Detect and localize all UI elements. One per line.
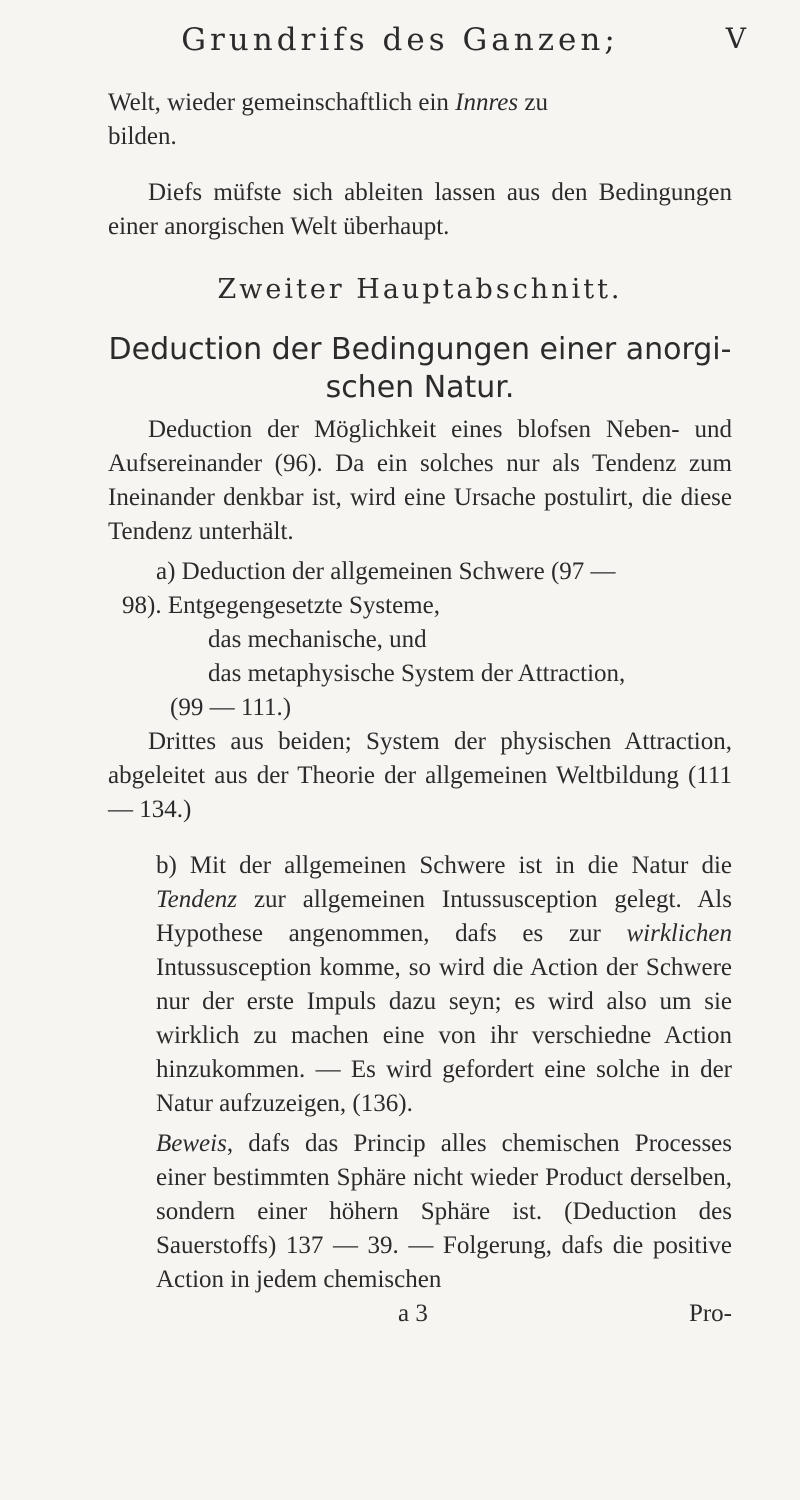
footer-line xyxy=(108,1297,732,1331)
running-title: Grundrifs des Ganzen; xyxy=(181,22,619,58)
proof-label: Beweis xyxy=(156,1130,227,1157)
item-b-emphasis: Tendenz xyxy=(156,886,238,913)
catchword: Pro- xyxy=(688,1300,732,1327)
item-b-post: Intussusception komme, so wird die Action der Schwere nur der erste Impuls dazu seyn; es wird also um sie wirklich zu machen eine von ihr verschiedne Action hinzukommen. — Es wird gefordert eine solche in der Natur aufzuzeigen, (136). xyxy=(156,954,732,1117)
paragraph-2: Diefs müfste sich ableiten lassen aus den Bedingungen einer anorgischen Welt überhaupt. xyxy=(108,179,732,240)
item-b-pre: b) Mit der allgemeinen Schwere ist in die Natur die xyxy=(156,852,732,879)
chapter-title-line1: Deduction der Bedingungen einer anorgi- xyxy=(108,332,732,367)
page-number: V xyxy=(725,22,746,55)
item-proof xyxy=(108,1127,732,1297)
text-block xyxy=(108,86,732,1331)
item-b-emphasis-2: wirklichen xyxy=(626,920,732,947)
p1-line1-post: zu xyxy=(518,89,548,116)
signature-mark: a 3 xyxy=(398,1300,428,1327)
paragraph-3: Deduction der Möglichkeit eines blofsen Neben- und Aufsereinander (96). Da ein solches nur als Tendenz zum Ineinander denkbar ist, wird eine Ursache postulirt, die diese Tendenz unterhält. xyxy=(108,416,732,545)
chapter-title xyxy=(108,331,732,407)
item-a-line3: das mechanische, und xyxy=(208,626,427,653)
running-head xyxy=(0,14,800,64)
chapter-title-line2: schen Natur. xyxy=(325,370,515,405)
p1-line1-pre: Welt, wieder gemeinschaftlich ein xyxy=(108,89,456,116)
item-a-line5: (99 — 111.) xyxy=(170,694,292,721)
proof-text: , dafs das Princip alles chemischen Processes einer bestimmten Sphäre nicht wieder Product derselben, sondern einer höhern Sphäre ist. (Deduction des Sauerstoffs) 137 — 39. — Folgerung, dafs die positive Action in jedem chemischen xyxy=(156,1130,732,1293)
item-a-line2: 98). Entgegengesetzte Systeme, xyxy=(122,592,440,619)
p1-line1-emphasis: Innres xyxy=(455,89,519,116)
item-b xyxy=(108,849,732,1121)
section-heading: Zweiter Hauptabschnitt. xyxy=(217,274,623,305)
paragraph-1 xyxy=(108,86,732,154)
p1-line2: bilden. xyxy=(108,123,177,150)
paragraph-4: Drittes aus beiden; System der physischen Attraction, abgeleitet aus der Theorie der allgemeinen Weltbildung (111 — 134.) xyxy=(108,728,732,823)
item-b-mid: zur allgemeinen Intussusception gelegt. Als Hypothese angenommen, dafs es zur xyxy=(156,886,732,947)
item-a-line4: das metaphysische System der Attraction, xyxy=(208,660,626,687)
item-a-line1: a) Deduction der allgemeinen Schwere (97 — xyxy=(156,558,616,585)
